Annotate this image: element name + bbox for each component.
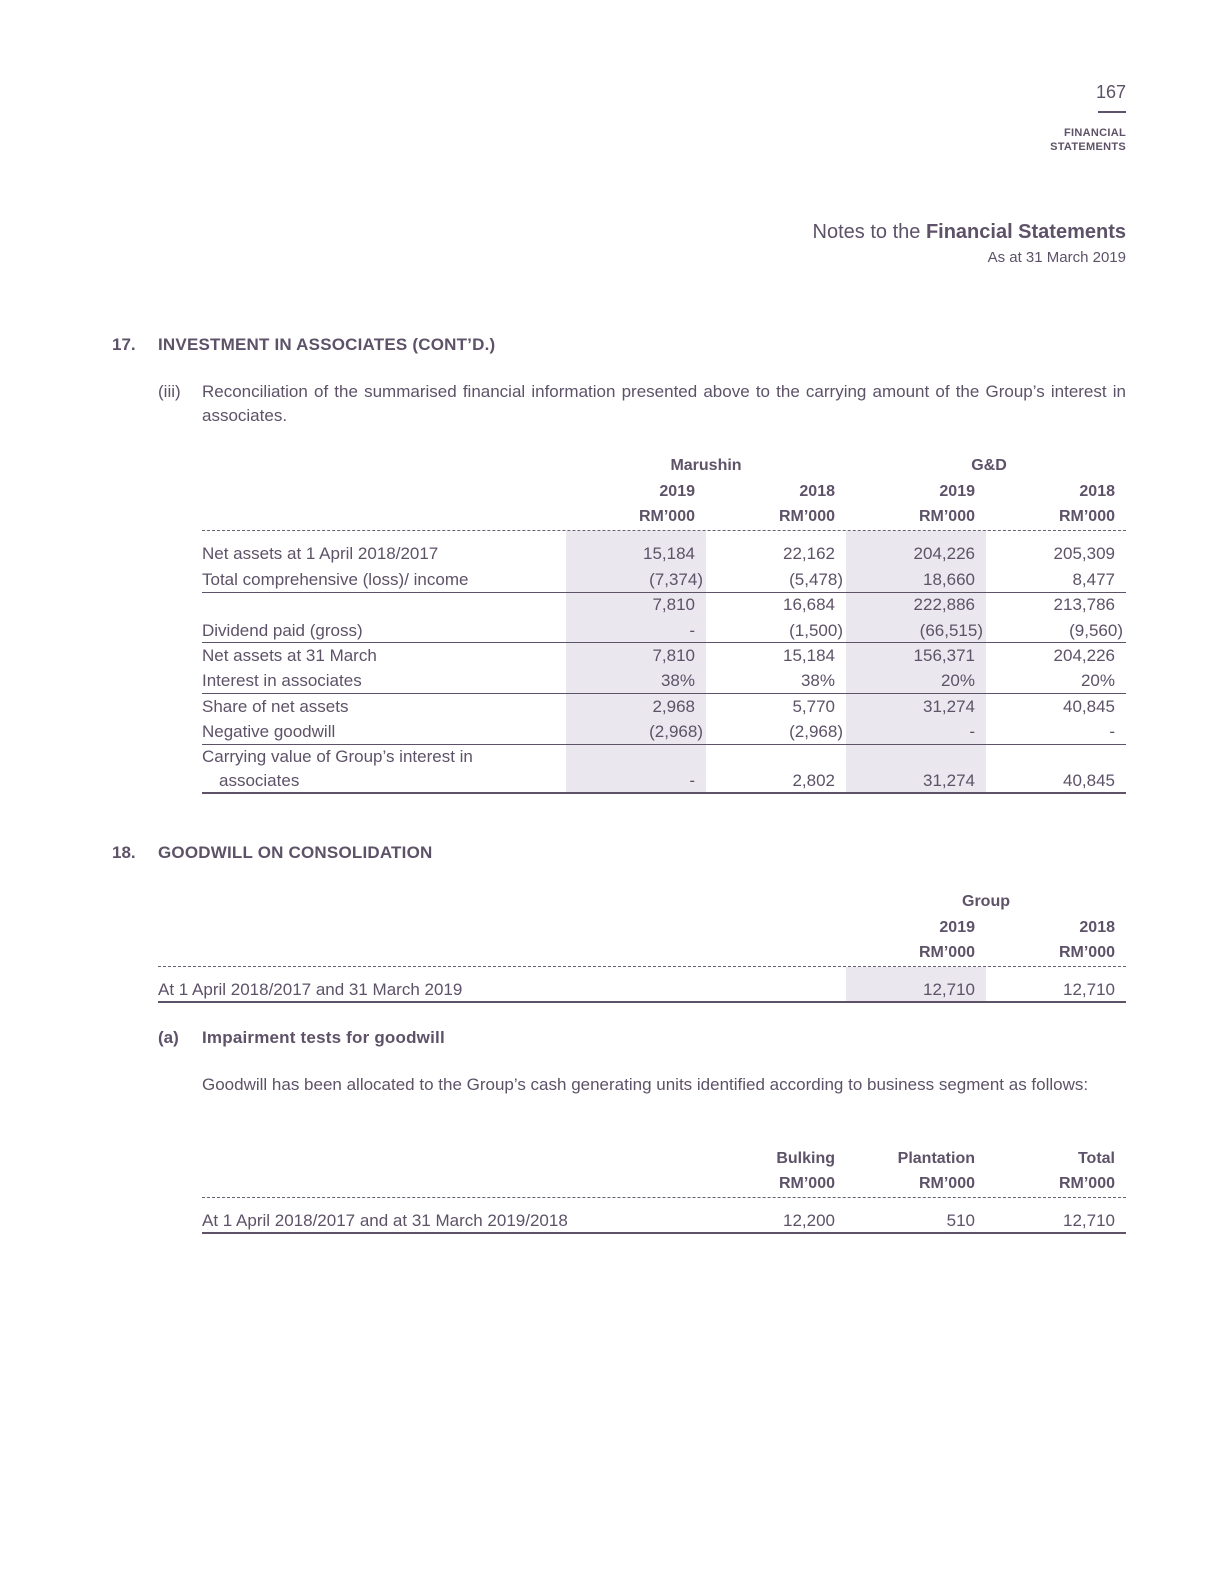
note18-title: GOODWILL ON CONSOLIDATION [158, 843, 433, 862]
row-label-line2: associates [219, 771, 300, 790]
header-dashed-rule [202, 530, 1126, 531]
group-header: Group [962, 893, 1010, 910]
unit-header: RM’000 [918, 508, 975, 525]
table-cell: 15,184 [643, 544, 695, 563]
table-cell: 12,710 [923, 980, 975, 999]
unit-header: RM’000 [1058, 944, 1115, 961]
unit-header: RM’000 [638, 508, 695, 525]
unit-header: RM’000 [918, 944, 975, 961]
table-cell: 5,770 [792, 697, 835, 716]
table-cell: 510 [946, 1211, 975, 1230]
row-label: Net assets at 31 March [202, 646, 377, 665]
unit-header: RM’000 [918, 1175, 975, 1192]
table-cell: 156,371 [913, 646, 975, 665]
row-label: At 1 April 2018/2017 and at 31 March 2019/2018 [202, 1211, 568, 1230]
table-cell: 22,162 [783, 544, 835, 563]
table-cell: 20% [940, 671, 975, 690]
table-cell: 8,477 [1072, 570, 1115, 589]
table-cell: 2,802 [792, 771, 835, 790]
table-cell: 12,200 [783, 1211, 835, 1230]
table-cell: (1,500) [789, 621, 843, 640]
table-cell: (9,560) [1069, 621, 1123, 640]
table-cell: - [969, 722, 975, 741]
table-bottom-rule [202, 792, 1126, 794]
table-cell: 38% [800, 671, 835, 690]
year-header: 2018 [1079, 483, 1115, 500]
table-cell: 15,184 [783, 646, 835, 665]
unit-header: RM’000 [778, 1175, 835, 1192]
header-dashed-rule [202, 1197, 1126, 1198]
sub-title: Impairment tests for goodwill [202, 1028, 445, 1047]
table-cell: 12,710 [1063, 1211, 1115, 1230]
row-label: At 1 April 2018/2017 and 31 March 2019 [158, 980, 463, 999]
table-cell: 204,226 [913, 544, 975, 563]
table-cell: 20% [1080, 671, 1115, 690]
table-cell: 204,226 [1053, 646, 1115, 665]
segment-header: Total [1077, 1150, 1115, 1167]
table-bottom-rule [158, 1001, 1126, 1003]
row-rule [202, 744, 1126, 745]
table-cell: (2,968) [649, 722, 703, 741]
table-cell: (5,478) [789, 570, 843, 589]
table-cell: 12,710 [1063, 980, 1115, 999]
row-label: Net assets at 1 April 2018/2017 [202, 544, 439, 563]
sub-label: (a) [158, 1028, 179, 1047]
row-label-line1: Carrying value of Group’s interest in [202, 747, 473, 766]
table-cell: (7,374) [649, 570, 703, 589]
table-cell: 31,274 [923, 697, 975, 716]
table-cell: - [689, 771, 695, 790]
table-bottom-rule [202, 1232, 1126, 1234]
note17-title: INVESTMENT IN ASSOCIATES (CONT’D.) [158, 335, 496, 354]
page-title-bold: Financial Statements [925, 221, 1126, 243]
group-header-gd: G&D [971, 457, 1007, 474]
table-cell: 2,968 [652, 697, 695, 716]
group-header-marushin: Marushin [670, 457, 742, 474]
note18-number: 18. [112, 843, 136, 862]
note17-item-label: (iii) [158, 382, 181, 401]
year-header: 2019 [659, 483, 695, 500]
year-header: 2018 [1079, 919, 1115, 936]
page-subtitle: As at 31 March 2019 [987, 249, 1126, 266]
unit-header: RM’000 [778, 508, 835, 525]
row-rule [202, 642, 1126, 643]
table-cell: 40,845 [1063, 697, 1115, 716]
page-title-prefix: Notes to the [812, 221, 926, 243]
table-cell: (2,968) [789, 722, 843, 741]
note17-number: 17. [112, 335, 136, 354]
row-label: Negative goodwill [202, 722, 336, 741]
table-cell: 31,274 [923, 771, 975, 790]
year-header: 2019 [939, 483, 975, 500]
table-cell: 222,886 [913, 595, 975, 614]
row-rule [202, 592, 1126, 593]
table-cell: 7,810 [652, 646, 695, 665]
table-cell: - [689, 621, 695, 640]
year-header: 2019 [939, 919, 975, 936]
section-tag [1050, 126, 1126, 154]
table-cell: 40,845 [1063, 771, 1115, 790]
row-label: Share of net assets [202, 697, 349, 716]
section-tag-line2: STATEMENTS [1050, 141, 1126, 153]
table-cell: - [1109, 722, 1115, 741]
table-cell: (66,515) [919, 621, 983, 640]
segment-header: Bulking [776, 1150, 835, 1167]
row-rule [202, 693, 1126, 694]
row-label: Total comprehensive (loss)/ income [202, 570, 469, 589]
table-cell: 205,309 [1053, 544, 1115, 563]
section-tag-line1: FINANCIAL [1064, 127, 1126, 139]
page-number: 167 [1095, 82, 1126, 102]
note17-item-text: Reconciliation of the summarised financial information presented above to the carrying amount of the Group’s interest in associates. [202, 382, 1126, 425]
row-label: Interest in associates [202, 671, 362, 690]
table-cell: 213,786 [1053, 595, 1115, 614]
page-title [813, 221, 1126, 244]
segment-header: Plantation [897, 1150, 975, 1167]
row-label: Dividend paid (gross) [202, 621, 363, 640]
table-cell: 18,660 [923, 570, 975, 589]
unit-header: RM’000 [1058, 508, 1115, 525]
year-header: 2018 [799, 483, 835, 500]
table-cell: 38% [660, 671, 695, 690]
page-number-rule [1098, 111, 1126, 113]
table-cell: 16,684 [783, 595, 835, 614]
unit-header: RM’000 [1058, 1175, 1115, 1192]
table-cell: 7,810 [652, 595, 695, 614]
header-dashed-rule [158, 966, 1126, 967]
sub-paragraph: Goodwill has been allocated to the Group’s cash generating units identified according to business segment as follows: [202, 1075, 1089, 1094]
